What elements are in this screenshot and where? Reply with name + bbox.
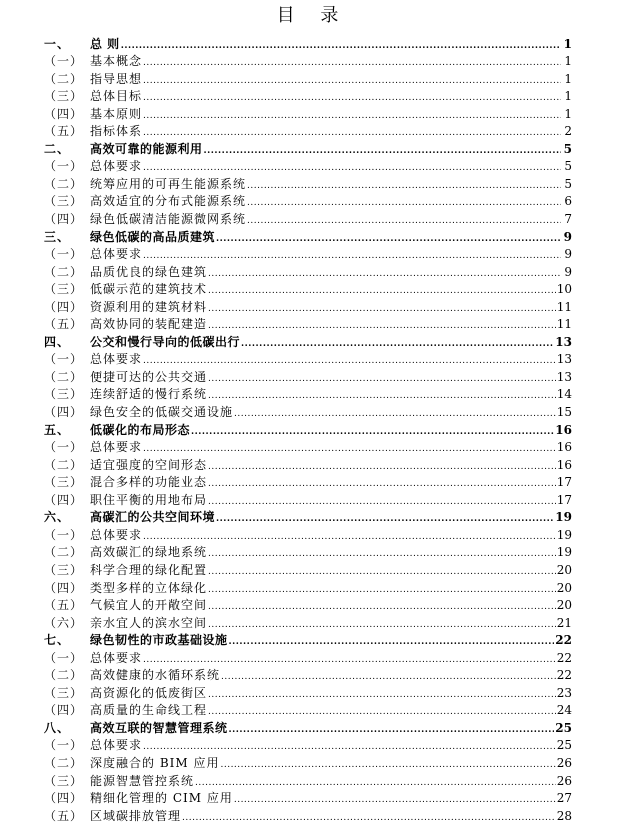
toc-entry-number: 三、 [44,229,71,244]
toc-section-row[interactable] [44,281,572,299]
toc-dot-leader [216,229,561,246]
toc-dot-leader [208,316,556,333]
toc-entry-title: 基本概念 [90,54,143,69]
toc-entry-title: 总体要求 [90,527,143,542]
toc-section-row[interactable] [44,807,572,825]
toc-entry-page: 5 [563,141,572,156]
toc-entry-number: 四、 [44,334,71,349]
toc-entry-page: 26 [556,773,572,788]
toc-chapter-row[interactable] [44,632,572,650]
toc-dot-leader [221,667,556,684]
toc-section-row[interactable] [44,105,572,123]
toc-entry-page: 25 [556,738,572,753]
toc-section-row[interactable] [44,70,572,88]
toc-entry-page: 10 [556,282,572,297]
toc-entry-page: 5 [564,176,572,191]
toc-dot-leader [208,702,556,719]
toc-entry-page: 13 [556,352,572,367]
toc-dot-leader [143,53,561,70]
toc-dot-leader [195,773,556,790]
toc-section-row[interactable] [44,88,572,106]
toc-entry-title: 亲水宜人的滨水空间 [90,615,208,630]
toc-entry-number: （四） [44,212,84,227]
toc-dot-leader [143,106,561,123]
toc-entry-title: 绿色低碳的高品质建筑 [90,229,216,244]
toc-entry-page: 25 [555,720,572,735]
toc-section-row[interactable] [44,474,572,492]
toc-dot-leader [143,123,561,140]
toc-entry-page: 2 [564,124,572,139]
toc-entry-number: （三） [44,475,84,490]
toc-entry-number: （二） [44,176,84,191]
toc-section-row[interactable] [44,123,572,141]
toc-entry-number: （四） [44,703,84,718]
toc-chapter-row[interactable] [44,509,572,527]
toc-dot-leader [229,632,555,649]
toc-entry-number: （四） [44,106,84,121]
toc-entry-number: （二） [44,755,84,770]
toc-entry-page: 19 [555,510,572,525]
toc-entry-page: 21 [556,615,572,630]
toc-section-row[interactable] [44,351,572,369]
toc-entry-page: 16 [556,440,572,455]
table-of-contents [44,35,572,825]
toc-dot-leader [208,457,556,474]
toc-entry-title: 混合多样的功能业态 [90,475,208,490]
toc-entry-number: （五） [44,598,84,613]
toc-entry-title: 高质量的生命线工程 [90,703,208,718]
toc-entry-page: 19 [556,545,572,560]
toc-entry-title: 高效碳汇的绿地系统 [90,545,208,560]
toc-section-row[interactable] [44,175,572,193]
toc-entry-title: 适宜强度的空间形态 [90,457,208,472]
toc-entry-number: 六、 [44,510,71,525]
toc-entry-page: 16 [556,457,572,472]
toc-chapter-row[interactable] [44,421,572,439]
toc-entry-page: 13 [555,334,572,349]
toc-dot-leader [234,790,556,807]
toc-entry-title: 指标体系 [90,124,143,139]
toc-entry-title: 总 则 [90,36,120,51]
toc-entry-number: （二） [44,369,84,384]
toc-entry-page: 22 [556,668,572,683]
toc-section-row[interactable] [44,316,572,334]
toc-dot-leader [208,474,556,491]
toc-section-row[interactable] [44,403,572,421]
toc-section-row[interactable] [44,561,572,579]
toc-entry-title: 绿色安全的低碳交通设施 [90,405,234,420]
toc-entry-page: 1 [563,36,572,51]
toc-chapter-row[interactable] [44,333,572,351]
toc-dot-leader [208,299,556,316]
toc-entry-title: 能源智慧管控系统 [90,773,195,788]
toc-section-row[interactable] [44,456,572,474]
toc-entry-page: 6 [564,194,572,209]
toc-entry-title: 品质优良的绿色建筑 [90,264,208,279]
toc-entry-title: 连续舒适的慢行系统 [90,387,208,402]
toc-section-row[interactable] [44,298,572,316]
toc-entry-number: 二、 [44,141,71,156]
toc-dot-leader [208,597,556,614]
toc-entry-title: 高效可靠的能源利用 [90,141,203,156]
toc-dot-leader [143,88,561,105]
toc-entry-number: （一） [44,738,84,753]
toc-dot-leader [143,158,561,175]
toc-chapter-row[interactable] [44,140,572,158]
toc-entry-page: 14 [556,387,572,402]
toc-entry-page: 27 [556,791,572,806]
toc-dot-leader [247,193,561,210]
toc-entry-number: （二） [44,71,84,86]
toc-chapter-row[interactable] [44,35,572,53]
toc-entry-page: 1 [564,89,572,104]
toc-dot-leader [208,386,556,403]
toc-section-row[interactable] [44,597,572,615]
toc-entry-page: 1 [564,106,572,121]
toc-entry-number: （五） [44,808,84,823]
toc-entry-title: 区域碳排放管理 [90,808,182,823]
toc-entry-number: （二） [44,457,84,472]
toc-entry-page: 9 [564,247,572,262]
toc-section-row[interactable] [44,544,572,562]
toc-entry-title: 便捷可达的公共交通 [90,369,208,384]
toc-entry-number: （一） [44,352,84,367]
toc-entry-page: 26 [556,755,572,770]
toc-entry-number: （一） [44,650,84,665]
toc-entry-title: 高效协同的装配建造 [90,317,208,332]
toc-entry-page: 15 [556,405,572,420]
toc-chapter-row[interactable] [44,719,572,737]
toc-section-row[interactable] [44,193,572,211]
toc-section-row[interactable] [44,579,572,597]
toc-section-row[interactable] [44,667,572,685]
toc-entry-number: （一） [44,54,84,69]
toc-entry-number: （四） [44,791,84,806]
toc-dot-leader [143,737,556,754]
toc-entry-number: （四） [44,299,84,314]
toc-entry-number: （一） [44,247,84,262]
toc-entry-number: 八、 [44,720,71,735]
toc-dot-leader [208,369,556,386]
toc-section-row[interactable] [44,684,572,702]
toc-dot-leader [143,246,561,263]
toc-entry-title: 精细化管理的 CIM 应用 [90,791,233,806]
toc-entry-title: 总体要求 [90,440,143,455]
toc-entry-page: 9 [564,264,572,279]
toc-section-row[interactable] [44,614,572,632]
toc-entry-title: 统筹应用的可再生能源系统 [90,176,247,191]
toc-entry-page: 16 [555,422,572,437]
toc-dot-leader [143,527,556,544]
toc-section-row[interactable] [44,158,572,176]
toc-dot-leader [216,509,554,526]
toc-entry-page: 17 [556,475,572,490]
toc-dot-leader [241,334,554,351]
toc-entry-page: 11 [556,317,572,332]
toc-entry-number: （一） [44,159,84,174]
toc-entry-title: 绿色低碳清洁能源微网系统 [90,212,247,227]
toc-entry-title: 高效互联的智慧管理系统 [90,720,228,735]
toc-entry-number: （二） [44,264,84,279]
toc-entry-number: （一） [44,440,84,455]
toc-dot-leader [208,685,556,702]
toc-section-row[interactable] [44,53,572,71]
toc-dot-leader [143,439,556,456]
toc-entry-page: 23 [556,685,572,700]
toc-section-row[interactable] [44,368,572,386]
toc-section-row[interactable] [44,386,572,404]
toc-entry-title: 总体要求 [90,738,143,753]
toc-entry-title: 资源利用的建筑材料 [90,299,208,314]
toc-section-row[interactable] [44,790,572,808]
toc-section-row[interactable] [44,491,572,509]
toc-entry-page: 11 [556,299,572,314]
toc-dot-leader [208,544,556,561]
toc-dot-leader [143,650,556,667]
toc-entry-number: （五） [44,317,84,332]
page-title: 目 录 [276,5,349,26]
toc-dot-leader [182,808,556,825]
toc-entry-page: 17 [556,492,572,507]
toc-entry-page: 24 [556,703,572,718]
toc-dot-leader [247,211,561,228]
toc-entry-title: 气候宜人的开敞空间 [90,598,208,613]
toc-entry-title: 基本原则 [90,106,143,121]
toc-section-row[interactable] [44,737,572,755]
toc-entry-number: （五） [44,124,84,139]
toc-entry-number: （三） [44,685,84,700]
toc-entry-title: 总体目标 [90,89,143,104]
toc-dot-leader [220,755,555,772]
toc-entry-number: （二） [44,545,84,560]
toc-dot-leader [208,580,556,597]
toc-entry-title: 高资源化的低废街区 [90,685,208,700]
toc-section-row[interactable] [44,210,572,228]
toc-entry-title: 低碳示范的建筑技术 [90,282,208,297]
toc-entry-title: 高效适宜的分布式能源系统 [90,194,247,209]
toc-entry-number: （三） [44,773,84,788]
toc-entry-number: 五、 [44,422,71,437]
toc-entry-title: 绿色韧性的市政基础设施 [90,633,228,648]
toc-dot-leader [208,281,556,298]
toc-entry-number: 一、 [44,36,71,51]
toc-entry-page: 22 [556,650,572,665]
toc-entry-number: （三） [44,387,84,402]
toc-entry-page: 9 [563,229,572,244]
toc-entry-title: 高效健康的水循环系统 [90,668,221,683]
toc-entry-title: 总体要求 [90,352,143,367]
toc-entry-number: （四） [44,492,84,507]
toc-entry-page: 19 [556,527,572,542]
toc-entry-title: 总体要求 [90,159,143,174]
toc-dot-leader [204,141,561,158]
toc-entry-title: 总体要求 [90,650,143,665]
toc-section-row[interactable] [44,772,572,790]
toc-entry-number: （四） [44,580,84,595]
toc-entry-title: 低碳化的布局形态 [90,422,191,437]
toc-entry-number: （三） [44,562,84,577]
toc-section-row[interactable] [44,702,572,720]
toc-entry-number: （四） [44,405,84,420]
toc-entry-page: 1 [564,71,572,86]
toc-entry-number: （一） [44,527,84,542]
toc-entry-number: （三） [44,89,84,104]
toc-entry-title: 类型多样的立体绿化 [90,580,208,595]
toc-entry-title: 科学合理的绿化配置 [90,562,208,577]
toc-entry-number: （三） [44,282,84,297]
toc-entry-title: 深度融合的 BIM 应用 [90,755,220,770]
toc-entry-title: 职住平衡的用地布局 [90,492,208,507]
toc-dot-leader [143,351,556,368]
toc-entry-page: 5 [564,159,572,174]
toc-dot-leader [208,264,561,281]
toc-section-row[interactable] [44,526,572,544]
toc-entry-page: 20 [556,580,572,595]
toc-entry-title: 指导思想 [90,71,143,86]
toc-dot-leader [208,615,556,632]
toc-dot-leader [191,422,554,439]
toc-dot-leader [234,404,556,421]
toc-dot-leader [143,71,561,88]
toc-entry-number: （六） [44,615,84,630]
toc-entry-page: 20 [556,598,572,613]
toc-entry-number: 七、 [44,633,71,648]
toc-dot-leader [229,720,555,737]
toc-entry-page: 20 [556,562,572,577]
toc-entry-number: （三） [44,194,84,209]
toc-section-row[interactable] [44,246,572,264]
toc-dot-leader [208,562,556,579]
toc-dot-leader [208,492,556,509]
toc-entry-title: 总体要求 [90,247,143,262]
toc-entry-number: （二） [44,668,84,683]
toc-section-row[interactable] [44,754,572,772]
toc-entry-title: 公交和慢行导向的低碳出行 [90,334,241,349]
toc-entry-page: 1 [564,54,572,69]
toc-chapter-row[interactable] [44,228,572,246]
toc-dot-leader [247,176,561,193]
toc-entry-page: 22 [555,633,572,648]
toc-section-row[interactable] [44,439,572,457]
toc-entry-title: 高碳汇的公共空间环境 [90,510,216,525]
toc-section-row[interactable] [44,263,572,281]
toc-entry-page: 7 [564,212,572,227]
toc-entry-page: 28 [556,808,572,823]
toc-section-row[interactable] [44,649,572,667]
toc-entry-page: 13 [556,369,572,384]
toc-dot-leader [121,36,561,53]
